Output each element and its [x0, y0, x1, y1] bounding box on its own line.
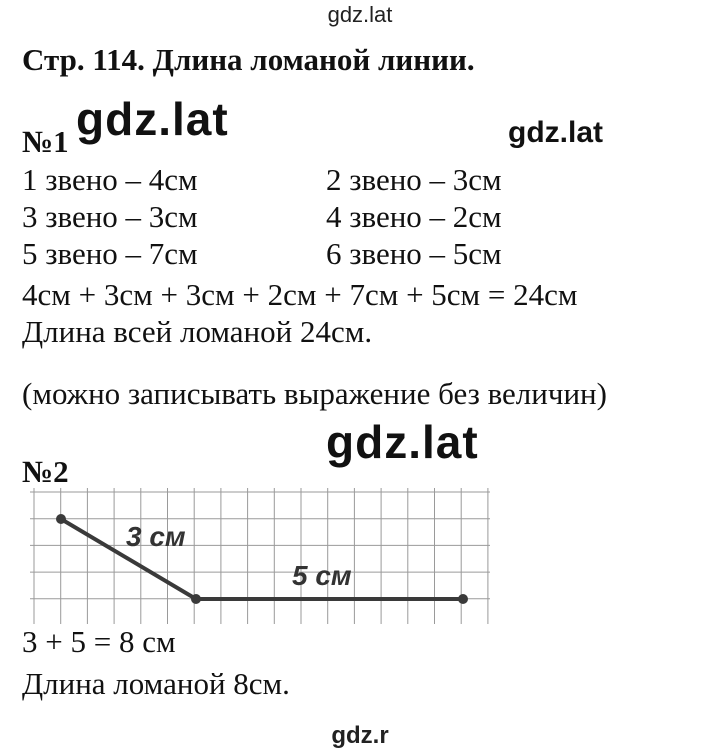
page-title: Стр. 114. Длина ломаной линии.: [22, 42, 475, 77]
task1-sum: 4см + 3см + 3см + 2см + 7см + 5см = 24см: [22, 277, 578, 312]
task2-number: №2: [22, 454, 69, 489]
segment-1-label: 3 см: [126, 521, 186, 552]
polyline-vertex-2: [191, 594, 201, 604]
polyline-grid-figure: [30, 488, 490, 624]
task1-link-2: 2 звено – 3см: [326, 162, 502, 197]
watermark-top: gdz.lat: [327, 2, 393, 27]
task2-sum: 3 + 5 = 8 см: [22, 624, 176, 659]
task1-link-6: 6 звено – 5см: [326, 236, 502, 271]
task1-note: (можно записывать выражение без величин): [22, 376, 607, 411]
grid-lines: [30, 488, 490, 624]
watermark-large-2: gdz.lat: [326, 416, 479, 468]
watermark-bottom: gdz.r: [331, 722, 389, 749]
task2-answer: Длина ломаной 8см.: [22, 666, 290, 701]
task1-link-5: 5 звено – 7см: [22, 236, 198, 271]
watermark-right-1: gdz.lat: [508, 116, 603, 149]
task1-link-4: 4 звено – 2см: [326, 199, 502, 234]
task1-link-3: 3 звено – 3см: [22, 199, 198, 234]
polyline-vertex-1: [56, 514, 66, 524]
watermark-large-1: gdz.lat: [76, 93, 229, 145]
segment-2-label: 5 см: [292, 560, 352, 591]
task1-number: №1: [22, 124, 69, 159]
polyline-vertex-3: [458, 594, 468, 604]
task1-answer: Длина всей ломаной 24см.: [22, 314, 373, 349]
task1-link-1: 1 звено – 4см: [22, 162, 198, 197]
